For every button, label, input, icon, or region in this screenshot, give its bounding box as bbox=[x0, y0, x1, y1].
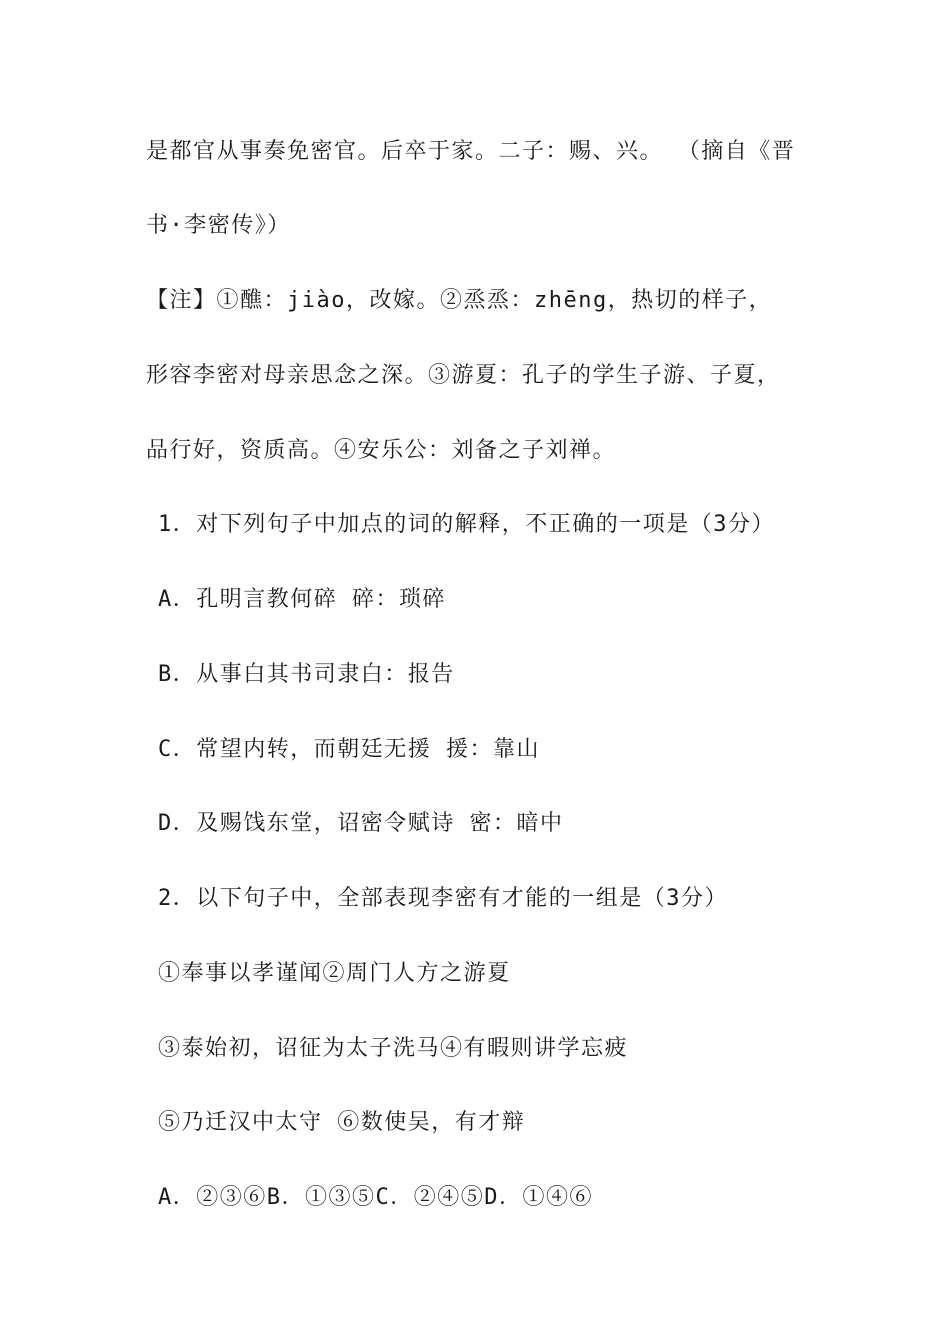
question-1-option-b: B．从事白其书司隶白：报告 bbox=[158, 662, 455, 687]
question-2-choices: A．②③⑥B．①③⑤C．②④⑤D．①④⑥ bbox=[158, 1185, 593, 1210]
question-2-items-line-1: ①奉事以孝谨闻②周门人方之游夏 bbox=[158, 961, 511, 986]
question-1-stem: 1．对下列句子中加点的词的解释，不正确的一项是（3分） bbox=[158, 512, 775, 537]
question-1-option-a: A．孔明言教何碎 碎：琐碎 bbox=[158, 587, 446, 612]
notes-line-2: 形容李密对母亲思念之深。③游夏：孔子的学生子游、子夏， bbox=[146, 363, 781, 388]
question-2-items-line-3: ⑤乃迁汉中太守 ⑥数使吴，有才辩 bbox=[158, 1110, 526, 1135]
question-2-items-line-2: ③泰始初，诏征为太子洗马④有暇则讲学忘疲 bbox=[158, 1036, 629, 1061]
question-1-option-c: C．常望内转，而朝廷无援 援：靠山 bbox=[158, 737, 540, 762]
passage-line-2: 书·李密传》） bbox=[146, 213, 291, 238]
question-2-stem: 2．以下句子中，全部表现李密有才能的一组是（3分） bbox=[158, 886, 728, 911]
passage-line-1: 是都官从事奏免密官。后卒于家。二子：赐、兴。 （摘自《晋 bbox=[146, 139, 796, 164]
notes-line-1: 【注】①醮：jiào，改嫁。②烝烝：zhēng，热切的样子， bbox=[146, 288, 773, 313]
notes-line-3: 品行好，资质高。④安乐公：刘备之子刘禅。 bbox=[146, 438, 617, 463]
question-1-option-d: D．及赐饯东堂，诏密令赋诗 密：暗中 bbox=[158, 811, 564, 836]
